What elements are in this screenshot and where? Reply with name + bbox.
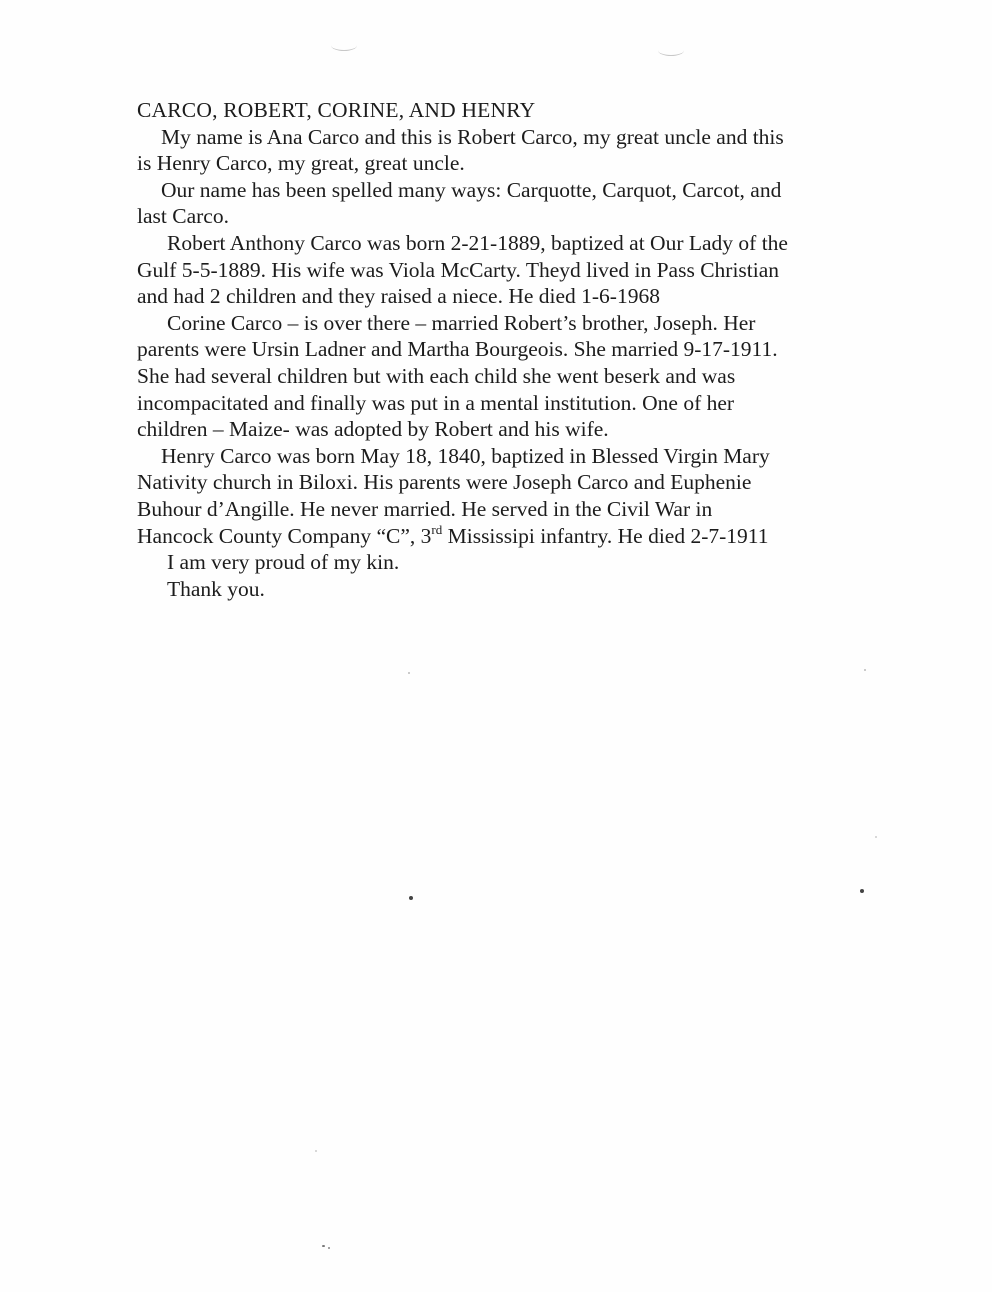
text-line: last Carco. [137, 204, 229, 229]
text-fragment: Mississipi infantry. He died 2-7-1911 [442, 523, 769, 548]
text-line [137, 523, 877, 550]
document-title: CARCO, ROBERT, CORINE, AND HENRY [137, 98, 536, 122]
paragraph-closing: I am very proud of my kin. [167, 550, 400, 575]
scan-artifact-arc [658, 45, 684, 56]
text-line: Nativity church in Biloxi. His parents were Joseph Carco and Euphenie [137, 470, 752, 495]
text-line: Our name has been spelled many ways: Carquotte, Carquot, Carcot, and [161, 177, 782, 202]
scan-artifact-speck [409, 896, 413, 900]
paragraph-henry [137, 443, 877, 549]
paragraph-thanks: Thank you. [167, 576, 265, 601]
text-line: parents were Ursin Ladner and Martha Bourgeois. She married 9-17-1911. [137, 337, 778, 362]
text-line: She had several children but with each child she went beserk and was [137, 363, 736, 388]
text-line: children – Maize- was adopted by Robert and his wife. [137, 417, 609, 442]
text-line: Buhour d’Angille. He never married. He served in the Civil War in [137, 496, 713, 521]
paragraph-spelling [137, 177, 877, 230]
text-line: Henry Carco was born May 18, 1840, baptized in Blessed Virgin Mary [161, 443, 770, 468]
text-fragment: Hancock County Company “C”, 3 [137, 523, 432, 548]
text-line: and had 2 children and they raised a niece. He died 1-6-1968 [137, 284, 660, 309]
document-body [137, 97, 877, 602]
paragraph-corine [137, 310, 877, 443]
ordinal-suffix: rd [431, 521, 443, 537]
paragraph-intro [137, 124, 877, 177]
scan-artifact-speck [875, 836, 877, 838]
scan-artifact-speck [408, 672, 410, 674]
paragraph-robert [137, 230, 877, 310]
scan-artifact-speck [864, 669, 866, 671]
text-line: Corine Carco – is over there – married Robert’s brother, Joseph. Her [167, 310, 756, 335]
text-line: is Henry Carco, my great, great uncle. [137, 151, 465, 176]
scan-artifact-speck [860, 889, 864, 893]
text-line: incompacitated and finally was put in a mental institution. One of her [137, 390, 735, 415]
scan-artifact-speck [315, 1150, 317, 1152]
text-line: Robert Anthony Carco was born 2-21-1889, baptized at Our Lady of the [167, 230, 788, 255]
scan-artifact-speck [328, 1247, 330, 1249]
text-line: Gulf 5-5-1889. His wife was Viola McCarty. Theyd lived in Pass Christian [137, 257, 780, 282]
text-line: My name is Ana Carco and this is Robert Carco, my great uncle and this [161, 124, 784, 149]
scan-artifact-speck [322, 1245, 325, 1247]
scan-artifact-arc [331, 40, 357, 51]
